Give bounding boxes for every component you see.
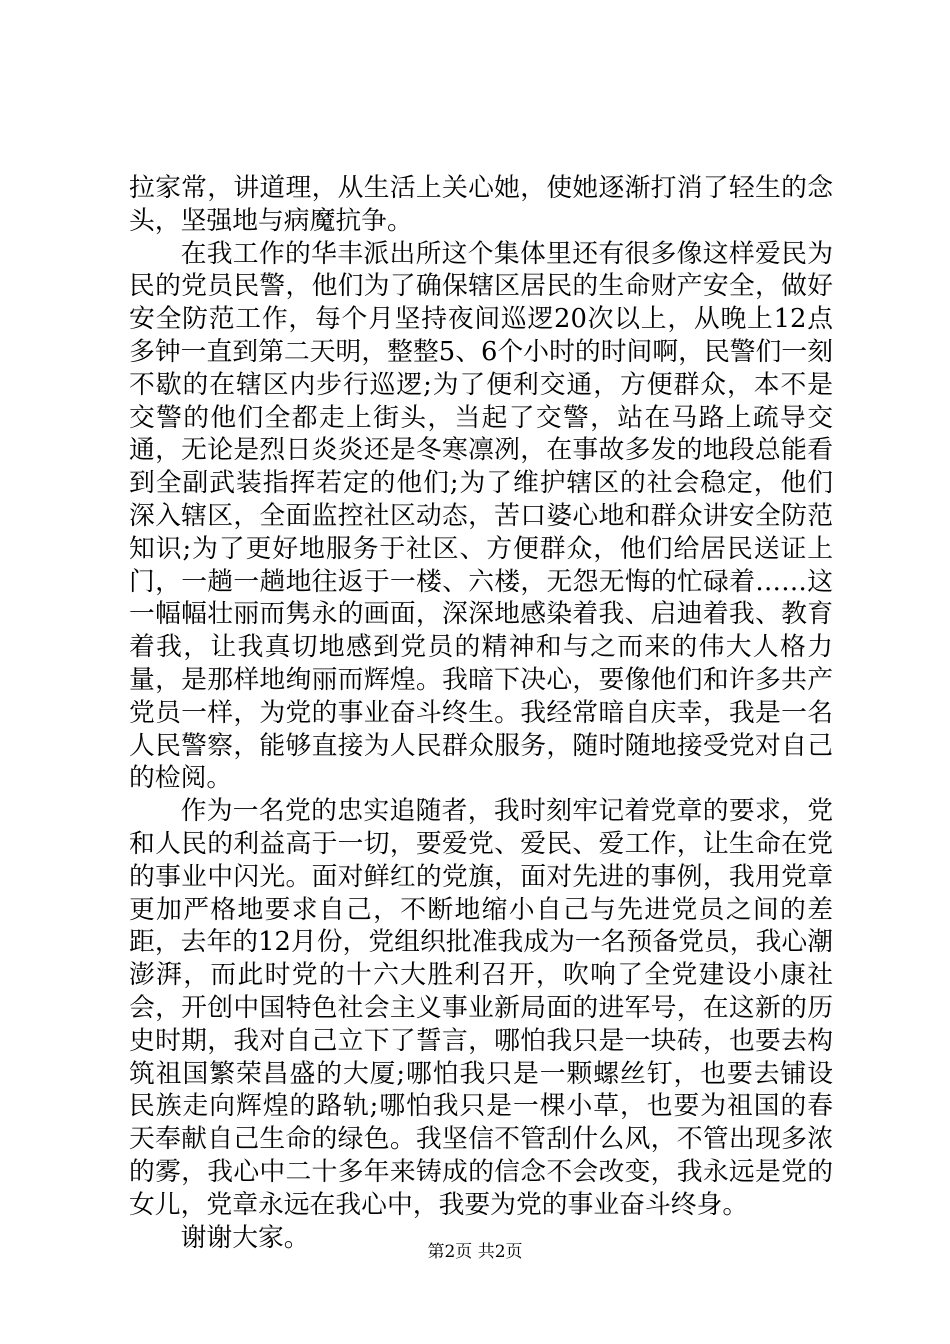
paragraph-thanks: 谢谢大家。 [180,1222,310,1253]
paragraph-continuation: 拉家常，讲道理，从生活上关心她，使她逐渐打消了轻生的念头，坚强地与病魔抗争。 [129,173,833,236]
page-number-footer: 第2页 共2页 [427,1242,523,1262]
paragraph-party-follower: 作为一名党的忠实追随者，我时刻牢记着党章的要求，党和人民的利益高于一切，要爱党、爱民、爱工作，让生命在党的事业中闪光。面对鲜红的党旗，面对先进的事例，我用党章更加严格地要求自己，不断地缩小自己与先进党员之间的差距，去年的12月份，党组织批准我成为一名预备党员，我心潮澎湃，而此时党的十六大胜利召开，吹响了全党建设小康社会，开创中国特色社会主义事业新局面的进军号，在这新的历史时期，我对自己立下了誓言，哪怕我只是一块砖，也要去构筑祖国繁荣昌盛的大厦;哪怕我只是一颗螺丝钉，也要去铺设民族走向辉煌的路轨;哪怕我只是一棵小草，也要为祖国的春天奉献自己生命的绿色。我坚信不管刮什么风，不管出现多浓的雾，我心中二十多年来铸成的信念不会改变，我永远是党的女儿，党章永远在我心中，我要为党的事业奋斗终身。 [129,796,833,1220]
document-body [129,172,833,1254]
paragraph-police-station: 在我工作的华丰派出所这个集体里还有很多像这样爱民为民的党员民警，他们为了确保辖区居民的生命财产安全，做好安全防范工作，每个月坚持夜间巡逻20次以上，从晚上12点多钟一直到第二天明，整整5、6个小时的时间啊，民警们一刻不歇的在辖区内步行巡逻;为了便利交通，方便群众，本不是交警的他们全都走上街头，当起了交警，站在马路上疏导交通，无论是烈日炎炎还是冬寒凛冽，在事故多发的地段总能看到全副武装指挥若定的他们;为了维护辖区的社会稳定，他们深入辖区，全面监控社区动态，苦口婆心地和群众讲安全防范知识;为了更好地服务于社区、方便群众，他们给居民送证上门，一趟一趟地往返于一楼、六楼，无怨无悔的忙碌着……这一幅幅壮丽而隽永的画面，深深地感染着我、启迪着我、教育着我，让我真切地感到党员的精神和与之而来的伟大人格力量，是那样地绚丽而辉煌。我暗下决心，要像他们和许多共产党员一样，为党的事业奋斗终生。我经常暗自庆幸，我是一名人民警察，能够直接为人民群众服务，随时随地接受党对自己的检阅。 [129,238,833,794]
